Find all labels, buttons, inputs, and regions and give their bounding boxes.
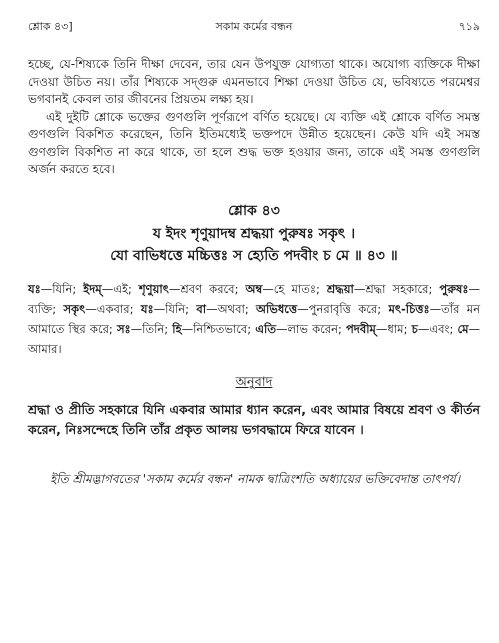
word-for-word-synonyms: যঃ—যিনি; ইদম্—এই; শৃণুয়াৎ—শ্রবণ করবে; অম্ব—হে মাতঃ; শ্রদ্ধয়া—শ্রদ্ধা সহকারে; পুরুষঃ—ব্যক্তি; সকৃৎ—একবার; যঃ—যিনি; বা—অথবা; অভিধত্তে—পুনরাবৃত্তি করে; মৎ-চিত্তঃ—তাঁর মন আমাতে স্থির করে; সঃ—তিনি; হি—নিশ্চিতভাবে; এতি—লাভ করেন; পদবীম্—ধাম; চ—এবং; মে—আমার। bbox=[28, 281, 481, 356]
synonym-meaning: একবার bbox=[96, 301, 130, 316]
synonym-meaning: যিনি bbox=[165, 301, 186, 316]
book-page bbox=[28, 18, 480, 488]
synonym-meaning: লাভ করেন bbox=[287, 321, 338, 336]
synonym-meaning: নিশ্চিতভাবে bbox=[193, 321, 248, 336]
synonym-meaning: পুনরাবৃত্তি করে bbox=[308, 301, 378, 316]
synonym-word: মে bbox=[457, 321, 469, 336]
synonym-meaning: শ্রবণ করবে bbox=[180, 281, 235, 296]
synonym-meaning: অথবা bbox=[217, 301, 245, 316]
header-verse-ref: শ্লোক ৪৩] bbox=[28, 20, 73, 33]
synonym-word: এতি bbox=[255, 321, 276, 336]
synonym-word: সঃ bbox=[116, 321, 131, 336]
purport-paragraph-1: হচ্ছে, যে-শিষ্যকে তিনি দীক্ষা দেবেন, তার যেন উপযুক্ত যোগ্যতা থাকে। অযোগ্য ব্যক্তিকে দীক্ষা দেওয়া উচিত নয়। তাঁর শিষ্যকে সদ্গুরু এমনভাবে শিক্ষা দেওয়া উচিত যে, ভবিষ্যতে পরমেশ্বর ভগবানই কেবল তার জীবনের প্রিয়তম লক্ষ্য হয়। bbox=[28, 57, 480, 106]
synonym-meaning: তিনি bbox=[142, 321, 165, 336]
synonym-meaning: ব্যক্তি bbox=[28, 301, 53, 316]
verse-line-1: য ইদং শৃণুয়াদম্ব শ্রদ্ধয়া পুরুষঃ সকৃৎ । bbox=[152, 225, 356, 242]
verse-line-2: যো বাভিধত্তে মচ্চিত্তঃ স হ্যেতি পদবীং চ মে ॥ ৪৩ ॥ bbox=[110, 247, 398, 264]
synonym-word: যঃ bbox=[140, 301, 154, 316]
synonym-word: সকৃৎ bbox=[63, 301, 86, 316]
verse-heading: শ্লোক ৪৩ bbox=[228, 202, 280, 219]
purport-paragraph-2: এই দুইটি শ্লোকে ভক্তের গুণগুলি পূর্ণরূপে বর্ণিত হয়েছে। যে ব্যক্তি এই শ্লোকে বর্ণিত সমস্ত গুণগুলি বিকশিত করেছেন, তিনি ইতিমধ্যেই ভক্তপদে উন্নীত হয়েছেন। কেউ যদি এই সমস্ত গুণগুলি বিকশিত না করে থাকে, তা হলে শুদ্ধ ভক্ত হওয়ার জন্য, তাকে এই সমস্ত গুণগুলি অর্জন করতে হবে। bbox=[28, 109, 480, 176]
header-chapter-title: সকাম কর্মের বন্ধন bbox=[215, 20, 293, 33]
synonym-meaning: এবং bbox=[429, 321, 450, 336]
running-header bbox=[28, 18, 480, 36]
synonym-meaning: তাঁর মন আমাতে স্থির করে bbox=[28, 301, 481, 336]
translation-text: শ্রদ্ধা ও প্রীতি সহকারে যিনি একবার আমার ধ্যান করেন, এবং আমার বিষয়ে শ্রবণ ও কীর্তন করেন, নিঃসন্দেহে তিনি তাঁর প্রকৃত আলয় ভগবদ্ধামে ফিরে যাবেন । bbox=[28, 401, 480, 437]
synonym-word: ইদম্ bbox=[83, 281, 102, 296]
synonym-meaning: আমার bbox=[28, 341, 58, 356]
synonym-word: শ্রদ্ধয়া bbox=[326, 281, 354, 296]
synonym-word: হি bbox=[172, 321, 182, 336]
synonym-meaning: এই bbox=[113, 281, 128, 296]
synonym-word: অম্ব bbox=[245, 281, 263, 296]
synonym-word: পদবীম্ bbox=[345, 321, 376, 336]
synonym-meaning: যিনি bbox=[52, 281, 73, 296]
synonym-word: চ bbox=[411, 321, 418, 336]
synonym-meaning: হে মাতঃ bbox=[273, 281, 316, 296]
synonym-word: যঃ bbox=[28, 281, 41, 296]
synonym-word: অভিধত্তে bbox=[256, 301, 298, 316]
synonym-word: শৃণুয়াৎ bbox=[138, 281, 169, 296]
synonym-meaning: ধাম bbox=[387, 321, 404, 336]
translation-heading: অনুবাদ bbox=[235, 374, 273, 390]
synonym-word: বা bbox=[196, 301, 207, 316]
synonym-word: পুরুষঃ bbox=[439, 281, 469, 296]
synonym-meaning: শ্রদ্ধা সহকারে bbox=[365, 281, 429, 296]
synonym-word: মৎ-চিত্তঃ bbox=[388, 301, 430, 316]
chapter-colophon: ইতি শ্রীমদ্ভাগবতের 'সকাম কর্মের বন্ধন' নামক দ্বাত্রিংশতি অধ্যায়ের ভক্তিবেদান্ত তাৎপর্য। bbox=[50, 471, 460, 486]
header-page-number: ৭১৯ bbox=[458, 20, 480, 33]
